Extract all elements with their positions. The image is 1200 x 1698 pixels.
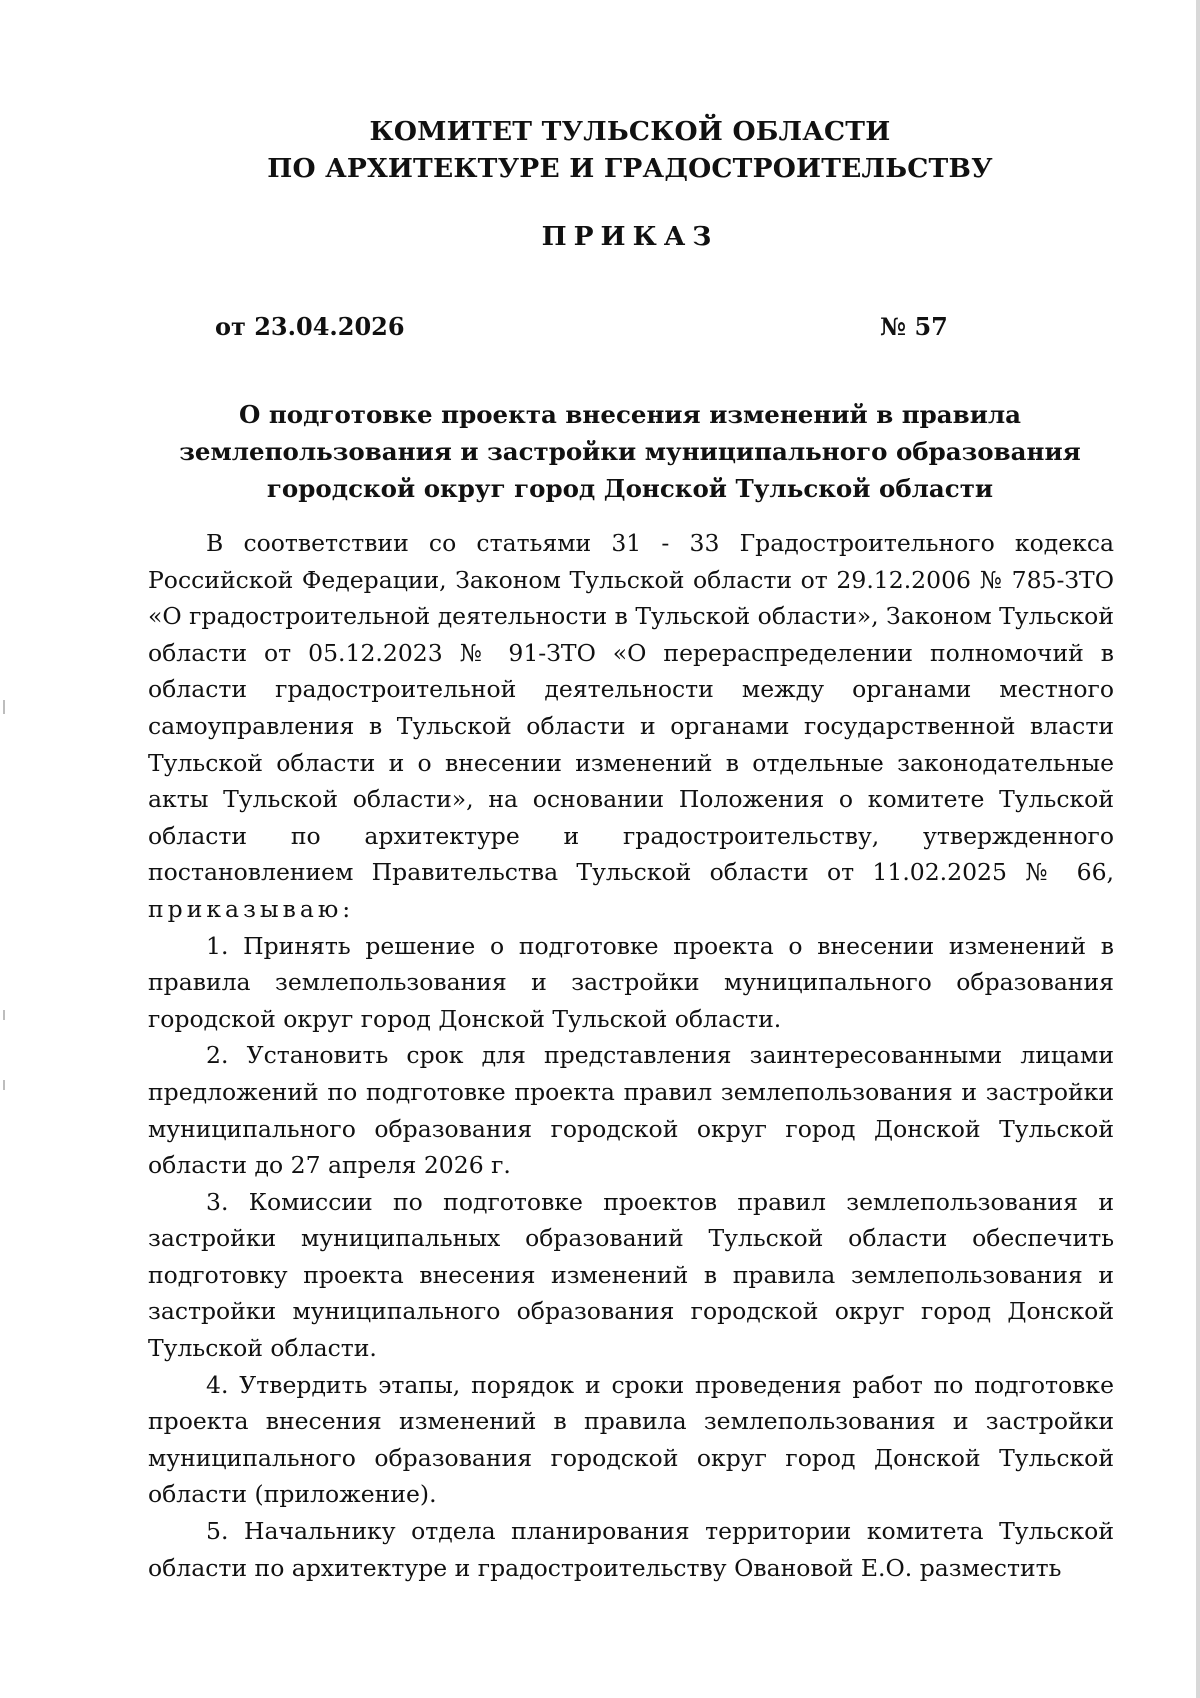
scan-mark — [3, 700, 5, 714]
order-item-4: 4. Утвердить этапы, порядок и сроки проведения работ по подготовке проекта внесения изменений в правила землепользования и застройки муниципального образования городской округ город Донской Тульской области (приложение). — [148, 1370, 1114, 1509]
document-body — [148, 525, 1114, 1586]
organization-line-2: ПО АРХИТЕКТУРЕ И ГРАДОСТРОИТЕЛЬСТВУ — [267, 153, 993, 184]
order-item-5: 5. Начальнику отдела планирования территории комитета Тульской области по архитектуре и градостроительству Овановой Е.О. разместить — [148, 1517, 1114, 1582]
scan-edge — [1196, 0, 1200, 1698]
document-date: от 23.04.2026 — [215, 312, 405, 341]
organization-line-1: КОМИТЕТ ТУЛЬСКОЙ ОБЛАСТИ — [369, 116, 891, 147]
order-item-2: 2. Установить срок для представления заинтересованными лицами предложений по подготовке проекта правил землепользования и застройки муниципального образования городской округ город Донской Тульской области до 27 апреля 2026 г. — [148, 1041, 1114, 1180]
order-word: приказываю: — [148, 894, 355, 923]
preamble-text: В соответствии со статьями 31 - 33 Градостроительного кодекса Российской Федерации, Законом Тульской области от 29.12.2006 № 785-ЗТО «О градостроительной деятельности в Тульской области», Законом Тульской области от 05.12.2023 № 91-ЗТО «О перераспределении полномочий в области градостроительной деятельности между органами местного самоуправления в Тульской области и органами государственной власти Тульской области и о внесении изменений в отдельные законодательные акты Тульской области», на основании Положения о комитете Тульской области по архитектуре и градостроительству, утвержденного постановлением Правительства Тульской области от 11.02.2025 № 66, — [148, 529, 1114, 887]
preamble-paragraph — [148, 525, 1114, 928]
order-item-3: 3. Комиссии по подготовке проектов правил землепользования и застройки муниципальных образований Тульской области обеспечить подготовку проекта внесения изменений в правила землепользования и застройки муниципального образования городской округ город Донской Тульской области. — [148, 1187, 1114, 1363]
document-number: № 57 — [880, 312, 948, 341]
document-type-title: ПРИКАЗ — [541, 221, 719, 252]
scan-mark — [3, 1080, 5, 1090]
organization-heading — [100, 113, 1160, 187]
scan-mark — [3, 1010, 5, 1020]
order-item-1: 1. Принять решение о подготовке проекта о внесении изменений в правила землепользования и застройки муниципального образования городской округ город Донской Тульской области. — [148, 931, 1114, 1033]
document-subject: О подготовке проекта внесения изменений в правила землепользования и застройки муниципального образования городской округ город Донской Тульской области — [179, 400, 1081, 503]
